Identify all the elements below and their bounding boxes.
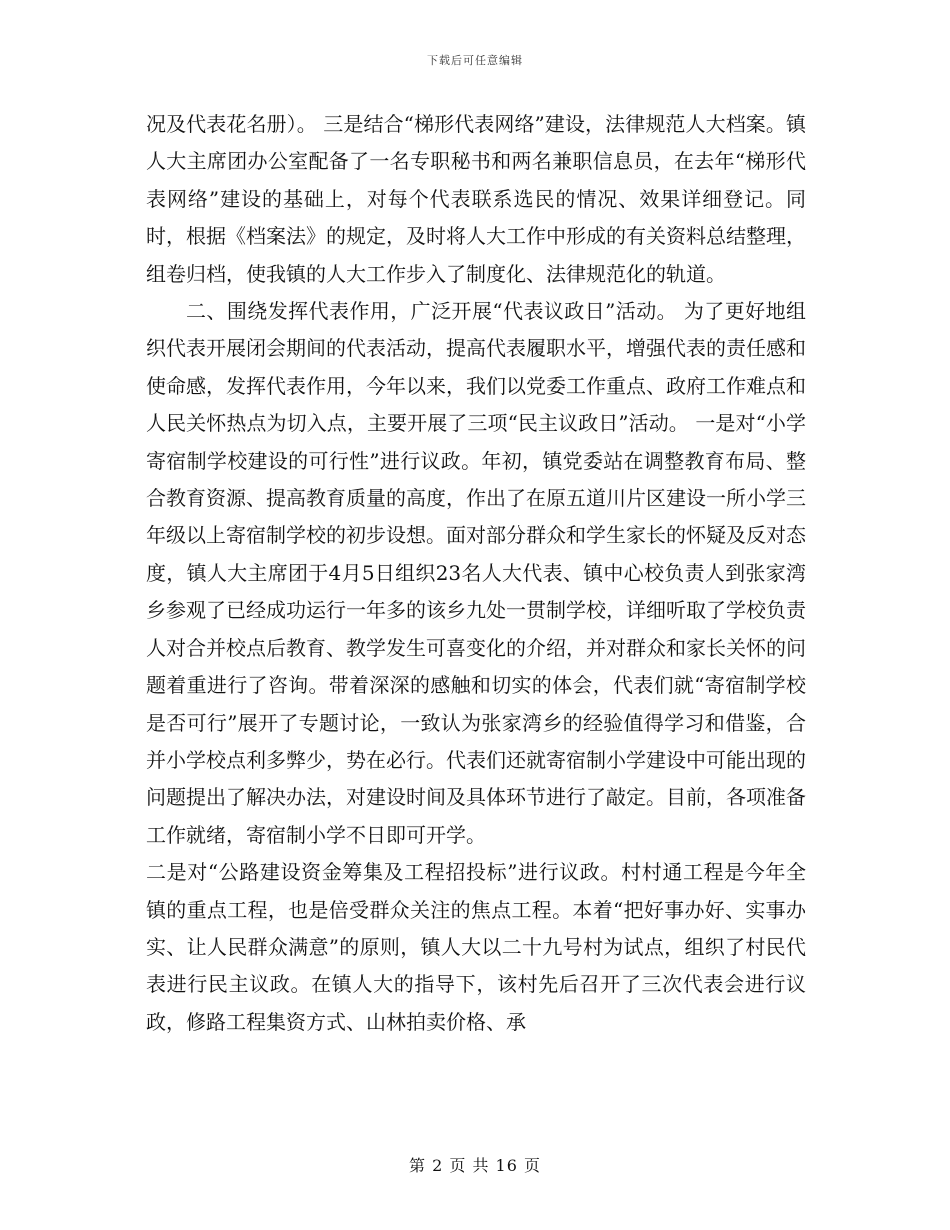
paragraph-continuation: 况及代表花名册）。 三是结合“梯形代表网络”建设，法律规范人大档案。镇人大主席团办公室配备了一名专职秘书和两名兼职信息员，在去年“梯形代表网络”建设的基础上，对每个代表联系选民的情况、效果详细登记。同时，根据《档案法》的规定，及时将人大工作中形成的有关资料总结整理，组卷归档，使我镇的人大工作步入了制度化、法律规范化的轨道。 <box>146 112 806 286</box>
page-header: 下载后可任意编辑 <box>427 54 523 67</box>
paragraph-item-two: 二是对“公路建设资金筹集及工程招投标”进行议政。村村通工程是今年全镇的重点工程，也是倍受群众关注的焦点工程。本着“把好事办好、实事办实、让人民群众满意”的原则，镇人大以二十九号村为试点，组织了村民代表进行民主议政。在镇人大的指导下，该村先后召开了三次代表会进行议政，修路工程集资方式、山林拍卖价格、承 <box>146 860 806 1034</box>
page-number-footer: 第 2 页 共 16 页 <box>409 1156 541 1175</box>
paragraph-section-two: 二、围绕发挥代表作用，广泛开展“代表议政日”活动。 为了更好地组织代表开展闭会期间的代表活动，提高代表履职水平，增强代表的责任感和使命感，发挥代表作用，今年以来，我们以党委工作重点、政府工作难点和人民关怀热点为切入点，主要开展了三项“民主议政日”活动。 一是对“小学寄宿制学校建设的可行性”进行议政。年初，镇党委站在调整教育布局、整合教育资源、提高教育质量的高度，作出了在原五道川片区建设一所小学三年级以上寄宿制学校的初步设想。面对部分群众和学生家长的怀疑及反对态度，镇人大主席团于4月5日组织23名人大代表、镇中心校负责人到张家湾乡参观了已经成功运行一年多的该乡九处一贯制学校，详细听取了学校负责人对合并校点后教育、教学发生可喜变化的介绍，并对群众和家长关怀的问题着重进行了咨询。带着深深的感触和切实的体会，代表们就“寄宿制学校是否可行”展开了专题讨论，一致认为张家湾乡的经验值得学习和借鉴，合并小学校点利多弊少，势在必行。代表们还就寄宿制小学建设中可能出现的问题提出了解决办法，对建设时间及具体环节进行了敲定。目前，各项准备工作就绪，寄宿制小学不日即可开学。 <box>146 299 806 847</box>
document-body <box>146 106 806 1041</box>
